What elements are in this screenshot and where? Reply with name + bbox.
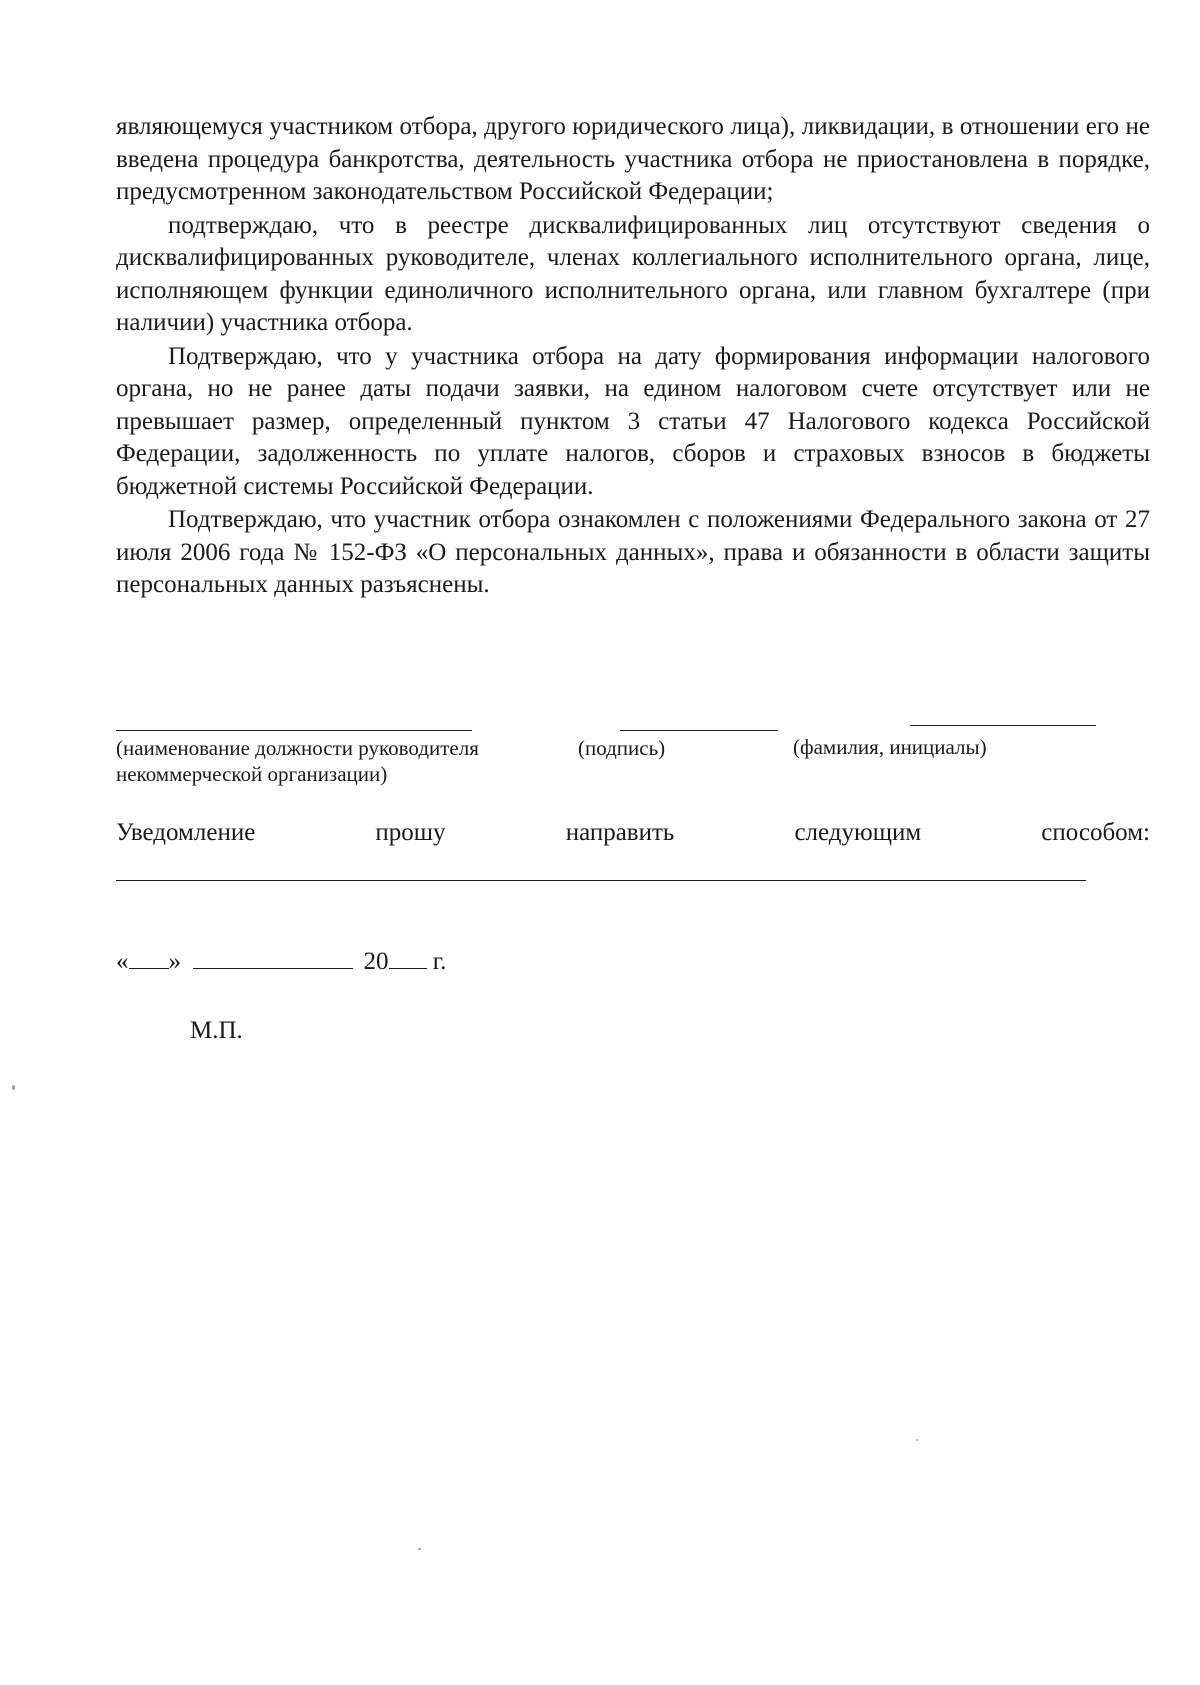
paragraph-personal-data: Подтверждаю, что участник отбора ознакомлен с положениями Федерального закона от 27 июля 2006 года № 152-ФЗ «О персональных данных», права и обязанности в области защиты персональных данных разъяснены.	[116, 506, 1150, 598]
date-close-quote: »	[168, 948, 181, 975]
notification-word-2: прошу	[375, 819, 446, 846]
position-caption-line2: некоммерческой организации)	[116, 762, 388, 786]
paragraph-tax-debt: Подтверждаю, что у участника отбора на дату формирования информации налогового органа, но не ранее даты подачи заявки, на едином налоговом счете отсутствует или не превышает размер, определенный пунктом 3 статьи 47 Налогового кодекса Российской Федерации, задолженность по уплате налогов, сборов и страховых взносов в бюджеты бюджетной системы Российской Федерации.	[116, 342, 1150, 500]
name-caption: (фамилия, инициалы)	[793, 735, 987, 759]
date-row	[116, 946, 446, 978]
scan-speck	[418, 1548, 421, 1550]
position-signature-line	[116, 730, 472, 731]
position-caption-line1: (наименование должности руководителя	[116, 736, 479, 760]
notification-row	[116, 817, 1150, 849]
paragraph-continuation: являющемуся участником отбора, другого юридического лица), ликвидации, в отношении его не введена процедура банкротства, деятельность участника отбора не приостановлена в порядке, предусмотренном законодательством Российской Федерации;	[116, 113, 1150, 205]
day-blank	[129, 946, 169, 969]
paragraph-disqualified-persons: подтверждаю, что в реестре дисквалифицированных лиц отсутствуют сведения о дисквалифицированных руководителе, членах коллегиального исполнительного органа, лице, исполняющем функции единоличного исполнительного органа, или главном бухгалтере (при наличии) участника отбора.	[116, 211, 1150, 336]
scan-speck	[916, 1439, 918, 1441]
month-blank	[193, 946, 353, 969]
year-blank	[389, 946, 427, 969]
body-text	[116, 111, 1150, 602]
notification-word-3: направить	[565, 819, 675, 846]
date-open-quote: «	[116, 948, 129, 975]
scan-speck	[12, 1085, 15, 1090]
signature-line	[620, 730, 778, 731]
date-year-suffix: г.	[432, 948, 447, 975]
date-century: 20	[363, 948, 389, 975]
signature-caption: (подпись)	[578, 736, 666, 760]
notification-word-5: способом:	[1041, 819, 1150, 846]
position-caption	[116, 735, 479, 787]
notification-word-4: следующим	[794, 819, 922, 846]
notification-word-1: Уведомление	[116, 819, 256, 846]
stamp-label: М.П.	[190, 1017, 243, 1044]
name-line	[910, 725, 1096, 726]
notification-method-line	[116, 880, 1086, 881]
